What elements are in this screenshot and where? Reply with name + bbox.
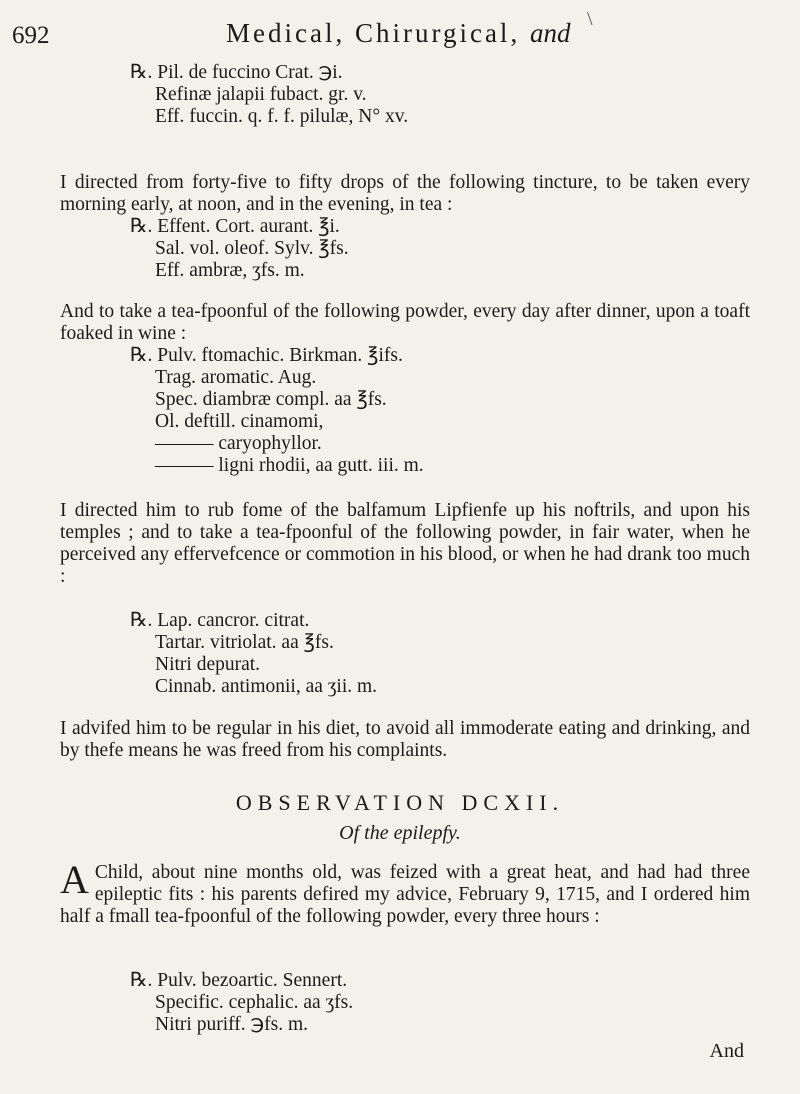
rx-line: ℞. Pulv. ftomachic. Birkman. ℥ifs. xyxy=(130,345,403,366)
rx-line: Spec. diambræ compl. aa ℥fs. xyxy=(155,389,387,410)
paragraph-4: I advifed him to be regular in his diet, to avoid all immoderate eating and drinking, and by thefe means he was freed from his complaints. xyxy=(60,718,750,761)
rx-line: Eff. ambræ, ʒfs. m. xyxy=(155,260,305,281)
prescription-3 xyxy=(60,345,750,477)
running-title-text: Medical, Chirurgical, xyxy=(226,18,521,48)
rx-line: Specific. cephalic. aa ʒfs. xyxy=(155,992,354,1013)
paragraph-5: A Child, about nine months old, was feized with a great heat, and had had three epileptic fits : his parents defired my advice, February 9, 1715, and I ordered him half a fmall tea-fpoonful of the following powder, every three hours : xyxy=(60,857,750,927)
rx-line: ——— caryophyllor. xyxy=(155,433,322,454)
paragraph-2: And to take a tea-fpoonful of the following powder, every day after dinner, upon a toaft foaked in wine : xyxy=(60,301,750,344)
drop-cap: A xyxy=(60,857,89,902)
rx-line: Nitri puriff. ℈fs. m. xyxy=(155,1014,308,1035)
prescription-1 xyxy=(60,62,750,128)
rx-line: Refinæ jalapii fubact. gr. v. xyxy=(155,84,367,105)
rx-line: ℞. Effent. Cort. aurant. ℥i. xyxy=(130,216,340,237)
page-number: 692 xyxy=(12,22,50,49)
observation-title: OBSERVATION DCXII. xyxy=(235,790,565,815)
rx-line: ℞. Pulv. bezoartic. Sennert. xyxy=(130,970,348,991)
rx-line: ℞. Lap. cancror. citrat. xyxy=(130,610,310,631)
rx-line: Tartar. vitriolat. aa ℥fs. xyxy=(155,632,334,653)
rx-line: Trag. aromatic. Aug. xyxy=(155,367,317,388)
rx-line: ℞. Pil. de fuccino Crat. ℈i. xyxy=(130,62,343,83)
running-title xyxy=(226,18,570,49)
rx-line: ——— ligni rhodii, aa gutt. iii. m. xyxy=(155,455,424,476)
prescription-5 xyxy=(60,970,750,1036)
rx-line: Sal. vol. oleof. Sylv. ℥fs. xyxy=(155,238,349,259)
prescription-2 xyxy=(60,216,750,282)
paragraph-3: I directed him to rub fome of the balfamum Lipfienfe up his noftrils, and upon his temples ; and to take a tea-fpoonful of the following powder, in fair water, when he perceived any effervefcence or commotion in his blood, or when he had drank too much : xyxy=(60,500,750,587)
paragraph-1: I directed from forty-five to fifty drops of the following tincture, to be taken every morning early, at noon, and in the evening, in tea : xyxy=(60,172,750,215)
rx-line: Ol. deftill. cinamomi, xyxy=(155,411,324,432)
margin-mark: \ xyxy=(587,8,593,30)
rx-line: Cinnab. antimonii, aa ʒii. m. xyxy=(155,676,378,697)
running-title-italic: and xyxy=(529,18,571,48)
catchword: And xyxy=(709,1040,744,1062)
prescription-4 xyxy=(60,610,750,698)
rx-line: Nitri depurat. xyxy=(155,654,261,675)
observation-subtitle: Of the epilepfy. xyxy=(339,822,461,844)
rx-line: Eff. fuccin. q. f. f. pilulæ, N° xv. xyxy=(155,106,409,127)
